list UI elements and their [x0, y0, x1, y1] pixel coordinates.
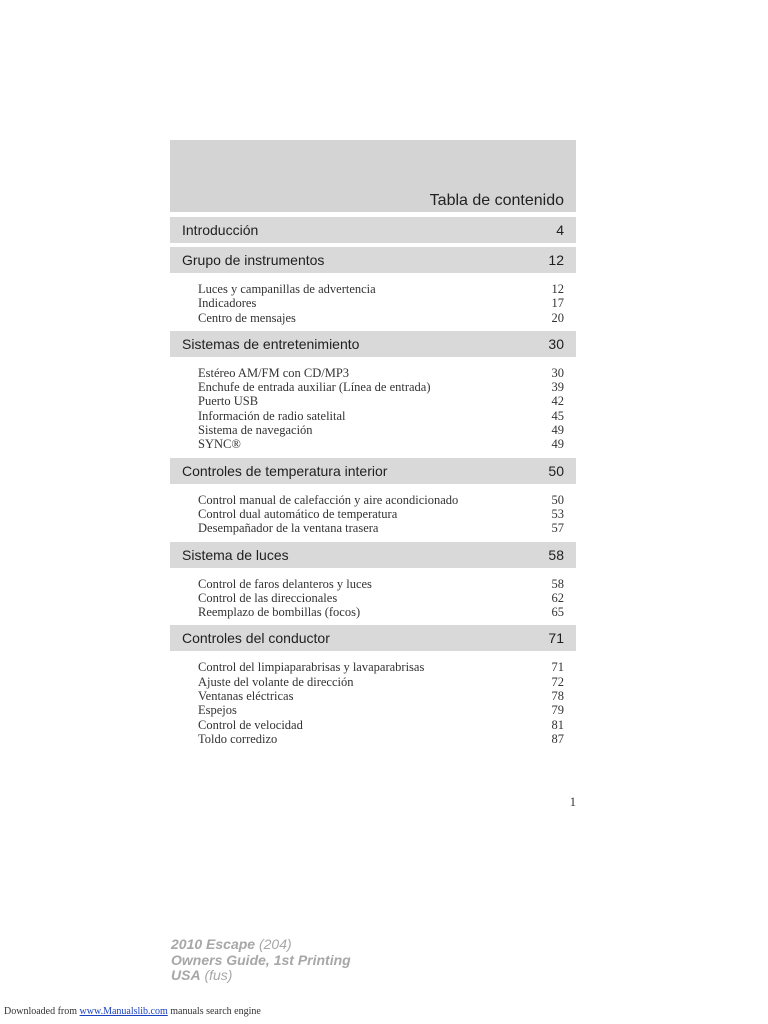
toc-item-page: 79: [551, 703, 564, 718]
toc-section[interactable]: [170, 458, 576, 484]
toc-item-label: Control de faros delanteros y luces: [198, 576, 372, 591]
toc-item-page: 78: [551, 689, 564, 704]
section-title: Introducción: [182, 222, 259, 238]
download-footer: [4, 1006, 261, 1017]
toc-item[interactable]: [198, 380, 564, 394]
toc-item-label: Sistema de navegación: [198, 423, 313, 438]
toc-section[interactable]: [170, 331, 576, 357]
printing-info: [171, 937, 351, 984]
toc-item-page: 17: [551, 296, 564, 311]
toc-item-label: Control del limpiaparabrisas y lavaparabrisas: [198, 660, 425, 675]
section-title: Controles del conductor: [182, 630, 330, 647]
toc-item[interactable]: [198, 296, 564, 310]
toc-item-page: 58: [551, 576, 564, 591]
toc-item-label: Enchufe de entrada auxiliar (Línea de entrada): [198, 380, 431, 395]
toc-item-page: 72: [551, 674, 564, 689]
toc-item[interactable]: [198, 409, 564, 423]
toc-item-page: 30: [551, 365, 564, 380]
toc-item-page: 49: [551, 437, 564, 452]
toc-item-label: Puerto USB: [198, 394, 259, 409]
toc-item-page: 50: [551, 492, 564, 507]
toc-item[interactable]: [198, 660, 564, 674]
toc-section[interactable]: [170, 247, 576, 273]
manualslib-link[interactable]: www.Manualslib.com: [79, 1006, 168, 1017]
printing-code: (204): [255, 936, 292, 952]
page-number: 1: [569, 795, 576, 809]
toc-section[interactable]: [170, 625, 576, 651]
section-title: Sistemas de entretenimiento: [182, 335, 360, 352]
toc-item-page: 81: [551, 717, 564, 732]
toc-subitems: [170, 277, 576, 331]
toc-item-page: 57: [551, 521, 564, 536]
toc-item-label: Control dual automático de temperatura: [198, 506, 398, 521]
toc-item[interactable]: [198, 507, 564, 521]
section-page: 12: [548, 252, 564, 268]
printing-model: 2010 Escape: [171, 936, 256, 952]
toc-item-label: Espejos: [198, 703, 237, 718]
toc-subitems: [170, 572, 576, 626]
toc-item-label: Control de velocidad: [198, 717, 303, 732]
toc-item-page: 20: [551, 310, 564, 325]
printing-market: USA: [171, 967, 201, 983]
toc-section[interactable]: [170, 542, 576, 568]
section-page: 4: [556, 222, 564, 238]
toc-item-page: 87: [551, 731, 564, 746]
toc-item-page: 53: [551, 506, 564, 521]
toc-item-label: Luces y campanillas de advertencia: [198, 282, 376, 296]
toc-subitems: [170, 655, 576, 752]
toc-item[interactable]: [198, 703, 564, 717]
toc-item-label: Desempañador de la ventana trasera: [198, 521, 379, 536]
section-page: 58: [548, 546, 564, 563]
toc-item-label: Estéreo AM/FM con CD/MP3: [198, 365, 350, 380]
toc-item[interactable]: [198, 718, 564, 732]
toc-item-label: Información de radio satelital: [198, 408, 346, 423]
toc-item[interactable]: [198, 493, 564, 507]
toc-item-page: 49: [551, 423, 564, 438]
toc-item[interactable]: [198, 437, 564, 451]
toc-subitems: [170, 361, 576, 458]
toc-item-page: 45: [551, 408, 564, 423]
section-page: 30: [548, 335, 564, 352]
toc-item[interactable]: [198, 605, 564, 619]
toc-item-label: Ajuste del volante de dirección: [198, 674, 354, 689]
toc-item-label: Toldo corredizo: [198, 731, 278, 746]
toc-item-label: Reemplazo de bombillas (focos): [198, 605, 361, 620]
toc-item-label: Indicadores: [198, 296, 257, 311]
toc-item-page: 42: [551, 394, 564, 409]
toc-item[interactable]: [198, 591, 564, 605]
toc-item-label: Control manual de calefacción y aire acondicionado: [198, 492, 459, 507]
toc-item-page: 39: [551, 380, 564, 395]
download-suffix: manuals search engine: [167, 1006, 261, 1017]
toc-section[interactable]: [170, 217, 576, 243]
toc-item-label: Ventanas eléctricas: [198, 689, 294, 704]
printing-edition: Owners Guide, 1st Printing: [171, 951, 351, 968]
toc-item-page: 65: [551, 605, 564, 620]
toc-item[interactable]: [198, 732, 564, 746]
toc-item[interactable]: [198, 366, 564, 380]
toc-item[interactable]: [198, 394, 564, 408]
toc-item-label: SYNC®: [198, 437, 241, 452]
toc-header-box: [170, 140, 576, 212]
toc-item-page: 12: [551, 282, 564, 296]
toc-item-label: Centro de mensajes: [198, 310, 296, 325]
toc-item-page: 62: [551, 590, 564, 605]
download-prefix: Downloaded from: [4, 1006, 80, 1017]
section-title: Sistema de luces: [182, 546, 289, 563]
section-title: Controles de temperatura interior: [182, 462, 388, 479]
toc-item-label: Control de las direccionales: [198, 590, 338, 605]
toc-item[interactable]: [198, 311, 564, 325]
toc-item[interactable]: [198, 282, 564, 296]
section-page: 71: [548, 630, 564, 647]
toc-item[interactable]: [198, 423, 564, 437]
section-page: 50: [548, 462, 564, 479]
toc-item[interactable]: [198, 521, 564, 535]
toc-title: Tabla de contenido: [429, 192, 564, 209]
printing-market-code: (fus): [200, 967, 233, 983]
toc-item[interactable]: [198, 689, 564, 703]
toc-item[interactable]: [198, 675, 564, 689]
toc-subitems: [170, 488, 576, 542]
table-of-contents: [170, 217, 576, 752]
section-title: Grupo de instrumentos: [182, 252, 325, 268]
toc-item-page: 71: [551, 660, 564, 675]
toc-item[interactable]: [198, 577, 564, 591]
